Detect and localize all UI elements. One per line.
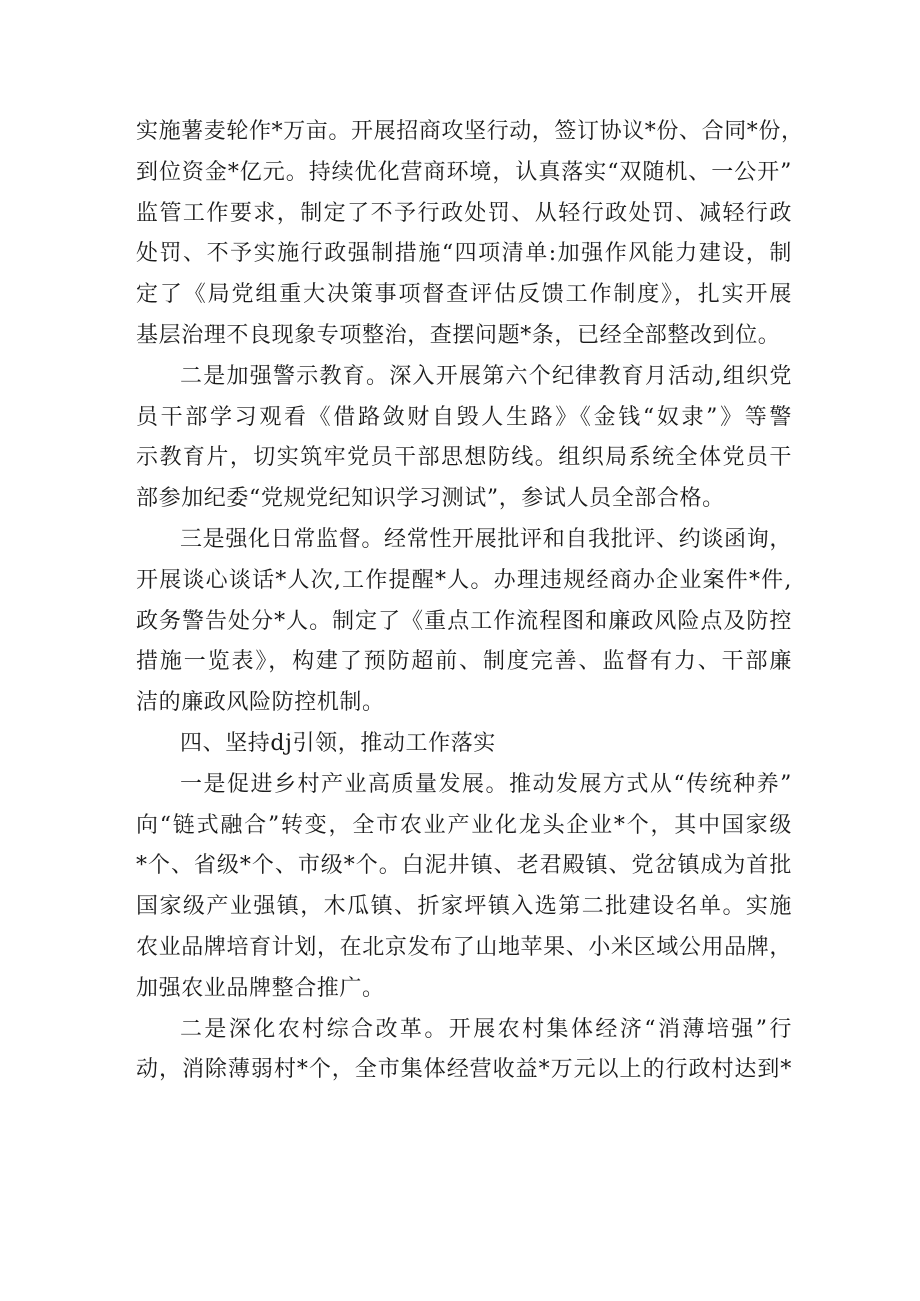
paragraph-daily-supervision (136, 520, 792, 724)
text-line: 到位资金*亿元。持续优化营商环境，认真落实“双随机、一公开” (136, 159, 792, 185)
text-line: 洁的廉政风险防控机制。 (136, 690, 385, 716)
text-line: 动，消除薄弱村*个，全市集体经营收益*万元以上的行政村达到* (136, 1057, 792, 1083)
text-line: 监管工作要求，制定了不予行政处罚、从轻行政处罚、减轻行政 (136, 200, 792, 226)
text-line: 向“链式融合”转变，全市农业产业化龙头企业*个，其中国家级 (136, 812, 792, 838)
section-heading-text: 四、坚持dj引领，推动工作落实 (180, 730, 496, 756)
paragraph-warning-education (136, 357, 792, 520)
document-body (136, 112, 804, 1091)
text-line: 政务警告处分*人。制定了《重点工作流程图和廉政风险点及防控 (136, 608, 792, 634)
text-line: 实施薯麦轮作*万亩。开展招商攻坚行动，签订协议*份、合同*份， (136, 119, 804, 144)
text-line: 定了《局党组重大决策事项督查评估反馈工作制度》，扎实开展 (136, 282, 792, 308)
text-line: 措施一览表》，构建了预防超前、制度完善、监督有力、干部廉 (136, 649, 792, 675)
paragraph-rural-reform (136, 1010, 792, 1092)
text-line: 部参加纪委“党规党纪知识学习测试”，参试人员全部合格。 (136, 486, 725, 512)
text-line: 农业品牌培育计划，在北京发布了山地苹果、小米区域公用品牌， (136, 934, 792, 960)
text-line: 国家级产业强镇，木瓜镇、折家坪镇入选第二批建设名单。实施 (136, 894, 792, 920)
text-line: 加强农业品牌整合推广。 (136, 975, 385, 1001)
paragraph-business-environment (136, 112, 804, 357)
text-line: 二是深化农村综合改革。开展农村集体经济“消薄培强”行 (180, 1016, 792, 1042)
text-line: *个、省级*个、市级*个。白泥井镇、老君殿镇、党岔镇成为首批 (136, 853, 792, 879)
text-line: 处罚、不予实施行政强制措施“四项清单:加强作风能力建设，制 (136, 241, 792, 267)
text-line: 一是促进乡村产业高质量发展。推动发展方式从“传统种养” (180, 771, 792, 797)
text-line: 二是加强警示教育。深入开展第六个纪律教育月活动,组织党 (180, 363, 792, 389)
text-line: 示教育片，切实筑牢党员干部思想防线。组织局系统全体党员干 (136, 445, 792, 471)
text-line: 基层治理不良现象专项整治，查摆问题*条，已经全部整改到位。 (136, 322, 781, 348)
section-heading (136, 724, 792, 765)
text-line: 开展谈心谈话*人次,工作提醒*人。办理违规经商办企业案件*件, (136, 567, 792, 593)
text-line: 三是强化日常监督。经常性开展批评和自我批评、约谈函询， (180, 526, 792, 552)
paragraph-rural-industry (136, 765, 792, 1010)
text-line: 员干部学习观看《借路敛财自毁人生路》《金钱“奴隶”》等警 (136, 404, 792, 430)
